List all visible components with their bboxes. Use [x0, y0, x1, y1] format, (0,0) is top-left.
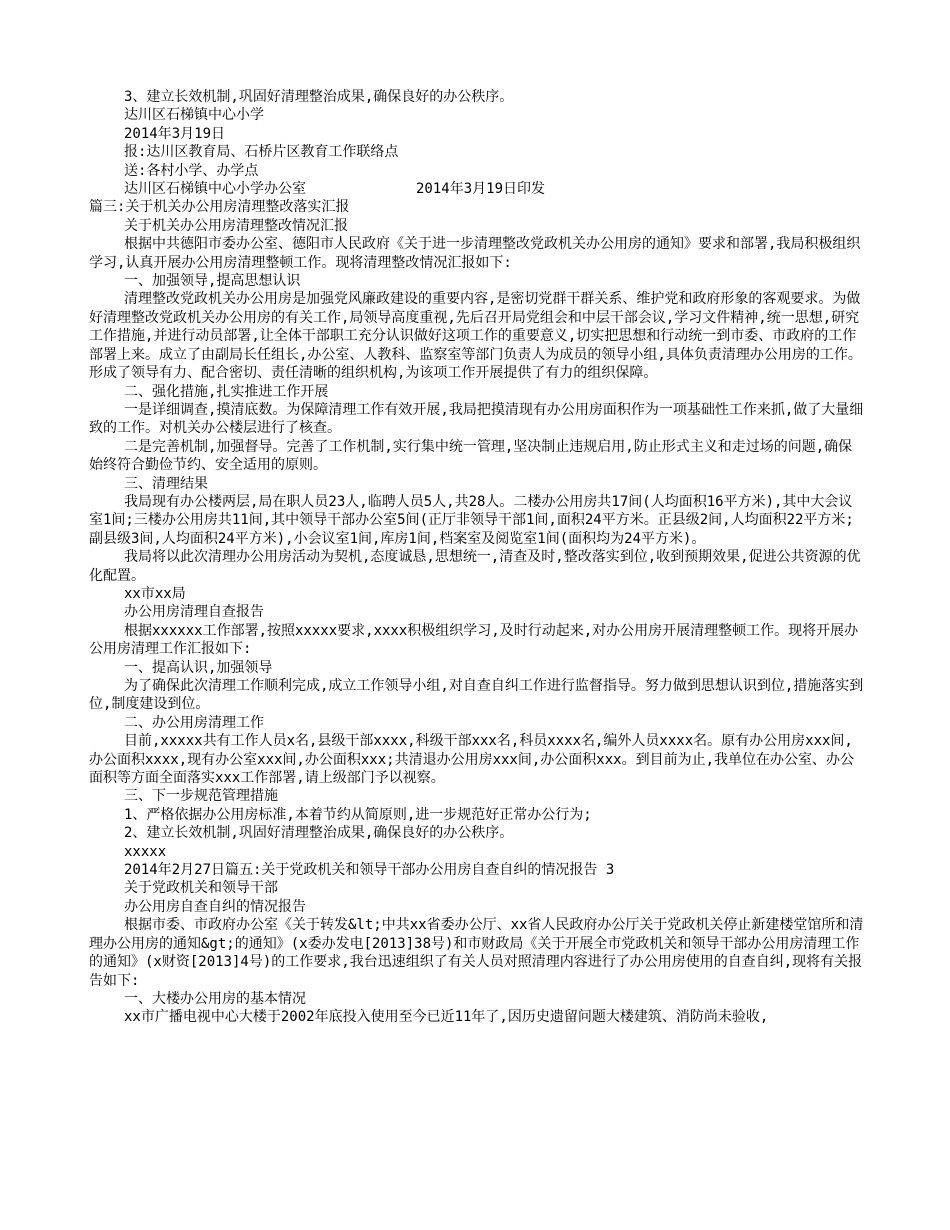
paragraph: 一是详细调查,摸清底数。为保障清理工作有效开展,我局把摸清现有办公用房面积作为一项基础性工作来抓,做了大量细致的工作。对机关办公楼层进行了核查。	[89, 401, 864, 437]
issuer-line	[89, 180, 865, 198]
document-body	[89, 88, 865, 1027]
paragraph: 根据xxxxxx工作部署,按照xxxxx要求,xxxx积极组织学习,及时行动起来,对办公用房开展清理整顿工作。现将开展办公用房清理工作汇报如下:	[89, 622, 859, 658]
paragraph: 2014年3月19日	[124, 125, 226, 142]
paragraph: xx市广播电视中心大楼于2002年底投入使用至今已近11年了,因历史遗留问题大楼建筑、消防尚未验收,	[124, 1009, 769, 1026]
paragraph: 三、清理结果	[124, 475, 208, 492]
paragraph: xxxxx	[124, 843, 167, 860]
document-title: 关于机关办公用房清理整改情况汇报	[124, 217, 348, 234]
paragraph: 我局现有办公楼两层,局在职人员23人,临聘人员5人,共28人。二楼办公用房共17间(人均面积16平方米),其中大会议室1间;三楼办公用房共11间,其中领导干部办公室5间(正厅非领导干部1间,面积24平方米。正县级2间,人均面积22平方米;副县级3间,人均面积24平方米),小会议室1间,库房1间,档案室及阅览室1间(面积均为24平方米)。	[89, 493, 854, 547]
paragraph: 2、建立长效机制,巩固好清理整治成果,确保良好的办公秩序。	[124, 825, 514, 842]
paragraph: 根据市委、市政府办公室《关于转发&lt;中共xx省委办公厅、xx省人民政府办公厅关于党政机关停止新建楼堂馆所和清理办公用房的通知&gt;的通知》(x委办发电[2013]38号)和市财政局《关于开展全市党政机关和领导干部办公用房清理工作的通知》(x财资[2013]4号)的工作要求,我台迅速组织了有关人员对照清理内容进行了办公用房使用的自查自纠,现将有关报告如下:	[89, 917, 864, 989]
paragraph: 二是完善机制,加强督导。完善了工作机制,实行集中统一管理,坚决制止违规启用,防止形式主义和走过场的问题,确保始终符合勤俭节约、安全适用的原则。	[89, 438, 853, 474]
paragraph: 办公用房自查自纠的情况报告	[124, 898, 306, 915]
paragraph: 一、加强领导,提高思想认识	[124, 273, 301, 290]
paragraph: xx市xx局	[124, 585, 186, 602]
paragraph: 二、强化措施,扎实推进工作开展	[124, 383, 329, 400]
paragraph: 送:各村小学、办学点	[124, 162, 259, 179]
paragraph: 一、大楼办公用房的基本情况	[124, 990, 306, 1007]
paragraph: 清理整改党政机关办公用房是加强党风廉政建设的重要内容,是密切党群干群关系、维护党和政府形象的客观要求。为做好清理整改党政机关办公用房的有关工作,局领导高度重视,先后召开局党组会和中层干部会议,学习文件精神,统一思想,研究工作措施,并进行动员部署,让全体干部职工充分认识做好这项工作的重要意义,切实把思想和行动统一到市委、市政府的工作部署上来。成立了由副局长任组长,办公室、人教科、监察室等部门负责人为成员的领导小组,具体负责清理办公用房的工作。形成了领导有力、配合密切、责任清晰的组织机构,为该项工作开展提供了有力的组织保障。	[89, 291, 862, 382]
issue-date: 2014年3月19日印发	[416, 181, 546, 198]
paragraph: 3、建立长效机制,巩固好清理整治成果,确保良好的办公秩序。	[124, 89, 514, 105]
section-heading: 篇三:关于机关办公用房清理整改落实汇报	[89, 199, 350, 216]
paragraph: 三、下一步规范管理措施	[124, 788, 278, 805]
paragraph: 为了确保此次清理工作顺利完成,成立工作领导小组,对自查自纠工作进行监督指导。努力做到思想认识到位,措施落实到位,制度建设到位。	[89, 678, 864, 713]
paragraph: 办公用房清理自查报告	[124, 604, 264, 621]
paragraph: 二、办公用房清理工作	[124, 714, 264, 731]
paragraph: 1、严格依据办公用房标准,本着节约从简原则,进一步规范好正常办公行为;	[124, 806, 592, 823]
paragraph: 关于党政机关和领导干部	[124, 880, 278, 897]
issuer-office: 达川区石梯镇中心小学办公室	[124, 181, 306, 198]
paragraph: 报:达川区教育局、石桥片区教育工作联络点	[124, 144, 399, 161]
paragraph: 根据中共德阳市委办公室、德阳市人民政府《关于进一步清理整改党政机关办公用房的通知》要求和部署,我局积极组织学习,认真开展办公用房清理整顿工作。现将清理整改情况汇报如下:	[89, 236, 861, 271]
paragraph: 目前,xxxxx共有工作人员x名,县级干部xxxx,科级干部xxx名,科员xxxx名,编外人员xxxx名。原有办公用房xxx间,办公面积xxxx,现有办公室xxx间,办公面积xxx;共清退办公用房xxx间,办公面积xxx。到目前为止,我单位在办公室、办公面积等方面全面落实xxx工作部署,请上级部门予以视察。	[89, 733, 855, 787]
paragraph: 我局将以此次清理办公用房活动为契机,态度诚恳,思想统一,清查及时,整改落实到位,收到预期效果,促进公共资源的优化配置。	[89, 549, 861, 584]
paragraph: 达川区石梯镇中心小学	[124, 107, 264, 124]
paragraph: 2014年2月27日篇五:关于党政机关和领导干部办公用房自查自纠的情况报告 3	[124, 862, 615, 879]
paragraph: 一、提高认识,加强领导	[124, 659, 273, 676]
